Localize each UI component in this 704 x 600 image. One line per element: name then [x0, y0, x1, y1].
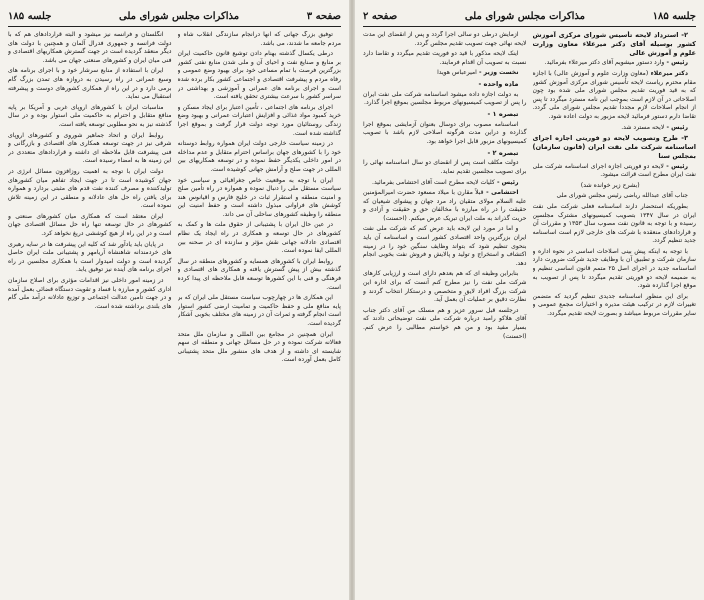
right-page-column-left: [363, 31, 527, 600]
paragraph: در پایان باید یادآور شد که کلیه این پیشرفت ها در سایه رهبری های خردمندانه شاهنشاه آریامهر و پشتیبانی ملت ایران حاصل گردیده است و دولت امیدوار است با همکاری مجلسین در راه اجرای برنامه های آینده نیز توفیق یابد.: [8, 240, 172, 274]
right-page-number: صفحه ۲: [363, 10, 398, 22]
paragraph: و اما در مورد این لایحه باید عرض کنم که شرکت ملی نفت ایران بزرگترین واحد اقتصادی کشور است و اساسنامه آن باید بنحوی تنظیم شود که بتواند وظایف سنگین خود را در زمینه اکتشاف و استخراج و تولید و پالایش و فروش نفت بخوبی انجام دهد.: [363, 225, 527, 267]
section-heading: تبصره ۲ -: [487, 148, 519, 157]
paragraph: ایران با توجه به موقعیت خاص جغرافیائی و سیاسی خود سیاست مستقل ملی را دنبال نموده و همواره در راه تأمین صلح و امنیت منطقه و استقرار ثبات در خلیج فارس و اقیانوس هند کوشش های فراوانی مبذول داشته است و حفظ امنیت این منطقه را وظیفه کشورهای ساحلی آن می داند.: [177, 176, 341, 218]
paragraph: ایران با استفاده از منابع سرشار خود و با اجرای برنامه های وسیع عمرانی در راه رسیدن به دروازه های تمدن بزرگ گام برمی دارد و در این راه از همکاری کشورهای دوست و پیشرفته استقبال می نماید.: [8, 67, 172, 101]
paragraph: مناسبات ایران با کشورهای اروپای غربی و آمریکا بر پایه منافع متقابل و احترام به حاکمیت ملی استوار بوده و در سال گذشته نیز به نحو مطلوبی توسعه یافته است.: [8, 103, 172, 128]
section-heading: ۳- طرح وتصویب لایحه دو فوریتی اجازه اجرای اساسنامه شرکت ملی نفت ایران (قانون سازمان) بمجلس سنا: [532, 134, 696, 160]
left-page-header: [8, 8, 341, 27]
paragraph: توفیق بزرگ جهانی که آنها درانجام سازندگی انقلاب شاه و مردم جامعه ما شدند، می باشد.: [177, 31, 341, 47]
speaker-name: نخست وزیر -: [476, 69, 519, 77]
paragraph: درطی یکسال گذشته بهنام دادن توشیع قانون حاکمیت ایران بر منابع و صنایع نفت و احیای آن و ملی شدن منابع نفتی کشور بزرگترین فرصت با تمام مساعی خود برای بهبود وضع عمومی و رفاه مردم و پیشرفت اقتصادی و اجتماعی کشور بکار برده شده است و اجرای برنامه های عمرانی و آموزشی و بهداشتی در سراسر کشور با سرعت بیشتری تحقق یافته است.: [177, 50, 341, 101]
speech-paragraph: [363, 69, 527, 78]
section-heading: تبصره ۱ -: [487, 109, 519, 118]
speech-text: قبلاً مقارن با میلاد مسعود حضرت امیرالمؤمنین علیه السلام مولای متقیان راد مرد جهان و پیشوای شیعیان که حقیقت را در راه مبارزه با مخالفان حق و حقیقت و آزادی و حریت گذراند به ملت ایران تبریک عرض میکنم. (احسنت): [363, 189, 527, 222]
right-page: [355, 0, 704, 600]
paragraph: درجلسه قبل سرور عزیز و هم مسلک من آقای دکتر جناب آقای هلاکو رامبد درباره شرکت ملی نفت توضیحاتی دادند که بسیار مفید بود و من هم خواستم مطالبی را عرض کنم. (احسنت): [363, 306, 527, 340]
paragraph: با توجه به اینکه پیش بینی اصلاحات اساسی در نحوه اداره و سازمان شرکت و تطبیق آن با وظایف جدید شرکت ضرورت دارد اساسنامه جدید در اجرای اصل ۲۵ متمم قانون اساسی تنظیم و به ضمیمه لایحه دو فوریتی تقدیم میگردد تا پس از تصویب به موقع اجرا گذارده شود.: [532, 247, 696, 290]
left-page-session: جلسه ۱۸۵: [8, 10, 52, 22]
speaker-name: دکتر میرعلاء: [648, 69, 688, 77]
speaker-name: رئیس -: [664, 59, 688, 67]
speech-text: وارد دستور میشویم آقای دکتر میرعلاء بفرمائید.: [544, 59, 665, 67]
speech-paragraph: [533, 163, 697, 180]
left-page-column-left: [8, 31, 172, 600]
paragraph: اساسنامه مصوب برای دوسال بعنوان آزمایشی بموقع اجرا گذارده و دراین مدت هرگونه اصلاحی لازم باشد با تصویب کمیسیونهای مزبور قابل اجرا خواهد بود.: [363, 120, 527, 145]
paragraph: بنابراین وظیفه ای که هم بعدهم دارای است و ارزیابی کارهای شرکت ملی نفت را نیز مطرح کنم آنست که برای اداره این شرکت بزرگ افراد لایق و متخصص و درستکار انتخاب گردند و نظارت دقیق بر عملیات آن بعمل آید.: [363, 270, 527, 304]
paragraph: روابط ایران با کشورهای همسایه و کشورهای منطقه در سال گذشته بیش از پیش گسترش یافته و همکاری های اقتصادی و فرهنگی و فنی با این کشورها توسعه قابل ملاحظه ای پیدا کرده است.: [177, 257, 341, 291]
paragraph: جناب آقای عبدالله ریاضی رئیس مجلس شورای ملی: [556, 192, 688, 200]
right-page-header: [363, 8, 696, 27]
left-page-number: صفحه ۳: [306, 10, 341, 22]
paragraph: به دولت اجازه داده میشود اساسنامه شرکت ملی نفت ایران را پس از تصویب کمیسیونهای مربوط مجلسین بموقع اجرا گذارد.: [363, 90, 527, 107]
speech-paragraph: [363, 179, 527, 188]
left-page-title: مذاکرات مجلس شورای ملی: [119, 10, 240, 22]
speaker-name: رئیس -: [663, 162, 688, 170]
left-page-column-right: [178, 31, 342, 600]
speech-text: امیرعباس هویدا: [437, 69, 477, 77]
speech-text: لایحه مسترد شد.: [621, 123, 665, 131]
right-page-title: مذاکرات مجلس شورای ملی: [464, 10, 585, 22]
paragraph: در زمینه سیاست خارجی دولت ایران همواره روابط دوستانه خود را با کشورهای جهان براساس احترام متقابل و عدم مداخله در امور داخلی یکدیگر حفظ نموده و در توسعه همکاریهای بین المللی در جهت صلح و آرامش جهانی کوشیده است.: [177, 140, 341, 173]
centered-note: (بشرح زیر خوانده شد): [580, 181, 640, 189]
paragraph: روابط ایران و اتحاد جماهیر شوروی و کشورهای اروپای شرقی نیز در جهت توسعه همکاری های اقتصادی و بازرگانی و فنی پیشرفت قابل ملاحظه ای داشته و قراردادهای متعددی در این زمینه ها به امضاء رسیده است.: [8, 131, 172, 165]
paragraph: آزمایش درطی دو سالی اجرا گردد و پس از انقضای این مدت لایحه نهائی جهت تصویب تقدیم مجلس گردد.: [363, 31, 527, 47]
paragraph: این همکاری ها در چهارچوب سیاست مستقل ملی ایران که بر پایه منافع ملی و حفظ حاکمیت و تمامیت ارضی کشور استوار است انجام گرفته و ثمرات آن در زمینه های مختلف بخوبی آشکار گردیده است.: [177, 294, 341, 327]
paragraph: اجرای برنامه های اجتماعی ، تأمین اعتبار برای ایجاد مسکن و خرید کمبود مواد غذائی و افزایش اعتبارات عمرانی و بهبود وضع زندگی روستائیان مورد توجه دولت قرار گرفت و بموقع اجرا گذاشته شده است.: [177, 103, 341, 137]
speaker-name: رئیس -: [664, 123, 688, 131]
paragraph: ایران همچنین در مجامع بین المللی و سازمان ملل متحد فعالانه شرکت نموده و در حل مسائل جهانی و منطقه ای سهم شایسته ای داشته و از هدف های منشور ملل متحد پشتیبانی کامل بعمل آورده است.: [177, 330, 341, 364]
speaker-name: احتشامی -: [483, 189, 519, 197]
speaker-name: رئیس -: [494, 178, 519, 186]
speech-paragraph: [533, 59, 697, 68]
speech-paragraph: [363, 189, 527, 223]
paragraph: دولت مکلف است پس از انقضای دو سال اساسنامه نهائی را برای تصویب مجلسین تقدیم نماید.: [363, 159, 527, 175]
left-page: [0, 0, 349, 600]
paragraph: دولت ایران با توجه به اهمیت روزافزون مسائل انرژی در جهان کوشیده است تا در جهت ایجاد تفاهم میان کشورهای تولیدکننده و مصرف کننده نفت قدم های مثبتی بردارد و همواره برای یافتن راه حل های عادلانه و منطقی در این زمینه تلاش نموده است.: [8, 167, 172, 210]
speech-text: (معاون وزارت علوم و آموزش عالی) با اجازه مقام محترم ریاست لایحه تأسیس شورای مرکزی آموزش کشور که به قید فوریت تقدیم مجلس شورای ملی شده بود چون اصلاحاتی در آن لازم است بموجب این نامه مسترد میگردد تا پس از انجام اصلاحات لازم مجدداً تقدیم مجلس شورای ملی گردد. تقاضا دارم دستور فرمائید لایحه مزبور به دولت اعاده شود.: [532, 69, 696, 120]
right-page-columns: [363, 31, 696, 600]
left-page-columns: [8, 31, 341, 600]
speech-text: کلیات لایحه مطرح است آقای احتشامی بفرمائید.: [372, 178, 495, 186]
paragraph: بطوریکه استحضار دارند اساسنامه فعلی شرکت ملی نفت ایران در سال ۱۳۴۷ بتصویب کمیسیونهای مشترک مجلسین رسیده و با توجه به قانون نفت مصوب سال ۱۳۵۳ و مقررات آن و قراردادهای منعقده با شرکت های خارجی لازم است اساسنامه جدید تنظیم گردد.: [532, 202, 696, 245]
paragraph: در زمینه امور داخلی نیز اقدامات مؤثری برای اصلاح سازمان اداری کشور و مبارزه با فساد و تقویت دستگاه قضائی بعمل آمده و در جهت تأمین عدالت اجتماعی و توزیع عادلانه درآمد ملی گام های بلندی برداشته شده است.: [8, 277, 172, 310]
section-heading: ۲- استرداد لایحه تأسیس شورای مرکزی آموزش کشور بوسیله آقای دکتر میرعلاء معاون وزارت علوم و آموزش عالی: [532, 31, 696, 57]
paragraph: برای این منظور اساسنامه جدیدی تنظیم گردید که متضمن تغییرات لازم در ترکیب هیئت مدیره و اختیارات مجمع عمومی و سایر مقررات مربوط میباشد و بصورت لایحه تقدیم میگردد.: [532, 292, 696, 318]
section-heading: ماده واحده -: [478, 79, 519, 88]
speech-paragraph: [533, 70, 697, 122]
paragraph: در عین حال ایران با پشتیبانی از حقوق ملت ها و کمک به کشورهای در حال توسعه و همکاری در راه ایجاد یک نظام اقتصادی عادلانه جهانی نقش مؤثر و سازنده ای در صحنه بین المللی ایفا نموده است.: [177, 221, 341, 255]
right-page-session: جلسه ۱۸۵: [652, 10, 696, 22]
right-page-column-right: [533, 31, 697, 600]
paragraph: اینک لایحه مذکور با قید دو فوریت تقدیم میگردد و تقاضا دارد نسبت به تصویب آن اقدام فرمایند.: [363, 50, 527, 66]
paragraph: انگلستان و فرانسه نیز میشود و البته قراردادهای هم که با دولت فرانسه و جمهوری فدرال آلمان و همچنین با دولت های دیگر منعقد گردیده است در جهت گسترش همکاریهای اقتصادی و فنی میان ایران و کشورهای صنعتی جهان می باشد.: [8, 31, 172, 64]
speech-paragraph: [533, 124, 697, 133]
paragraph: ایران معتقد است که همکاری میان کشورهای صنعتی و کشورهای در حال توسعه تنها راه حل مسائل اقتصادی جهان است و در این راه از هیچ کوششی دریغ نخواهد کرد.: [8, 212, 172, 238]
speech-text: لایحه دو فوریتی اجازه اجرای اساسنامه شرکت ملی نفت ایران مطرح است قرائت میشود.: [532, 162, 696, 179]
